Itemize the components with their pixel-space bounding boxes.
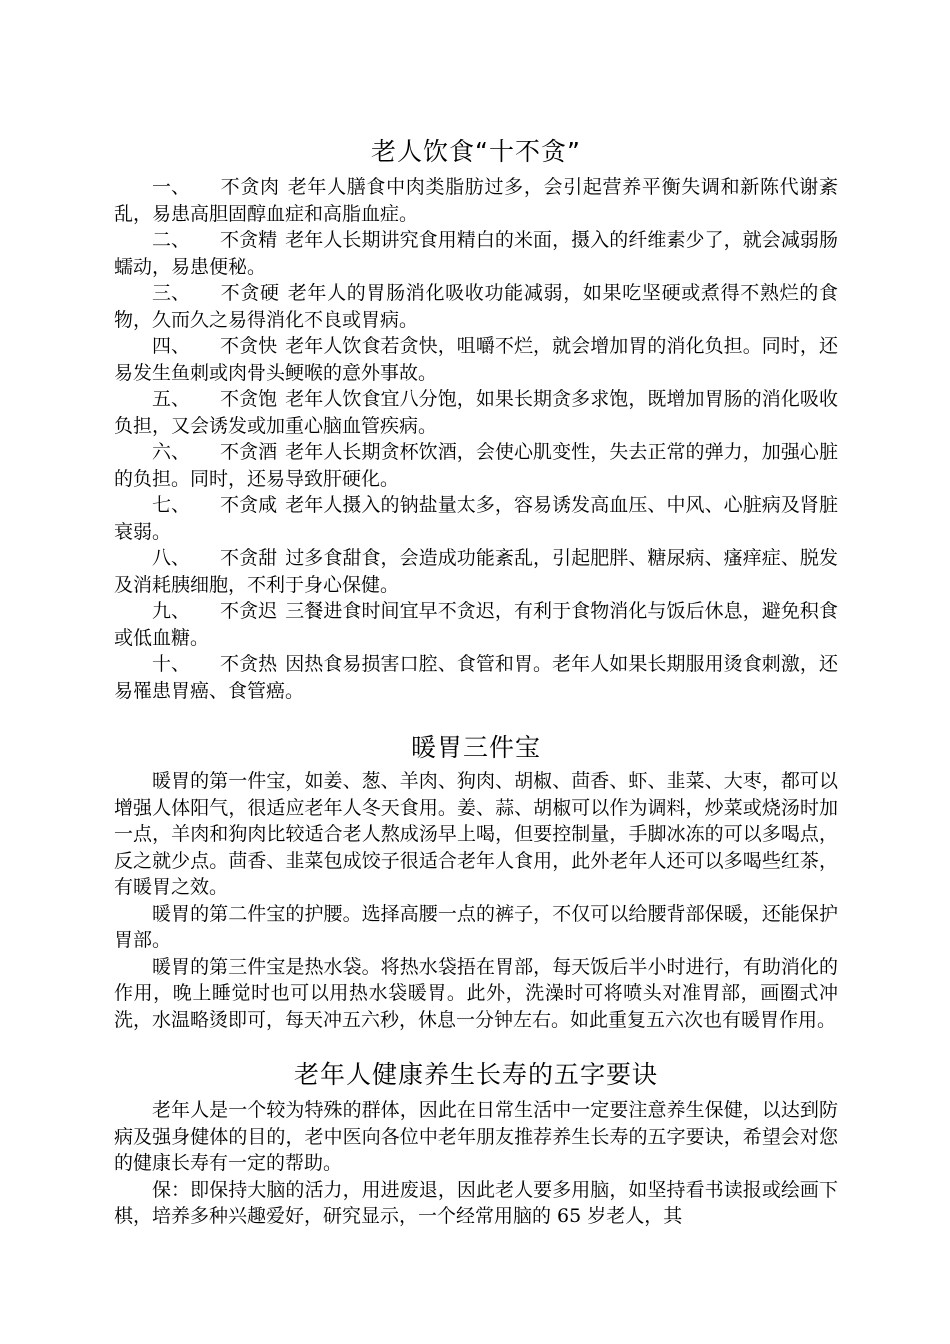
item-key: 不贪硬 [220,282,280,304]
item-text: 老年人的胃肠消化吸收功能减弱，如果吃坚硬或煮得不熟烂的食物，久而久之易得消化不良或胃病。 [114,282,838,331]
item-key: 不贪酒 [220,441,278,463]
item-number: 四、 [152,335,191,357]
item-key: 不贪迟 [220,600,278,622]
item-key: 不贪精 [220,229,278,251]
list-item [114,333,838,386]
document-page [114,128,838,1230]
item-number: 五、 [152,388,191,410]
item-key: 不贪热 [220,653,278,675]
item-text: 老年人饮食宜八分饱，如果长期贪多求饱，既增加胃肠的消化吸收负担，又会诱发或加重心脑血管疾病。 [114,388,838,437]
item-key: 不贪肉 [220,176,280,198]
section-title-stomach: 暖胃三件宝 [410,733,541,762]
item-text: 老年人饮食若贪快，咀嚼不烂，就会增加胃的消化负担。同时，还易发生鱼刺或肉骨头鲠喉的意外事故。 [114,335,838,384]
list-item [114,439,838,492]
item-number: 七、 [152,494,191,516]
paragraph: 保：即保持大脑的活力，用进废退，因此老人要多用脑，如坚持看书读报或绘画下棋，培养多种兴趣爱好，研究显示，一个经常用脑的 65 岁老人，其 [114,1178,838,1227]
list-item [114,227,838,280]
item-number: 九、 [152,600,191,622]
paragraph: 暖胃的第一件宝，如姜、葱、羊肉、狗肉、胡椒、茴香、虾、韭菜、大枣，都可以增强人体阳气，很适应老年人冬天食用。姜、蒜、胡椒可以作为调料，炒菜或烧汤时加一点，羊肉和狗肉比较适合老人熬成汤早上喝，但要控制量，手脚冰冻的可以多喝点，反之就少点。茴香、韭菜包成饺子很适合老年人食用，此外老年人还可以多喝些红茶，有暖胃之效。 [114,770,838,898]
item-text: 老年人膳食中肉类脂肪过多，会引起营养平衡失调和新陈代谢紊乱，易患高胆固醇血症和高脂血症。 [114,176,838,225]
paragraph: 暖胃的第三件宝是热水袋。将热水袋捂在胃部，每天饭后半小时进行，有助消化的作用，晚上睡觉时也可以用热水袋暖胃。此外，洗澡时可将喷头对准胃部，画圈式冲洗，水温略烫即可，每天冲五六秒，休息一分钟左右。如此重复五六次也有暖胃作用。 [114,955,838,1031]
item-key: 不贪饱 [220,388,278,410]
list-item [114,280,838,333]
item-number: 一、 [152,176,191,198]
diet-list [114,174,838,704]
list-item [114,598,838,651]
paragraph: 暖胃的第二件宝的护腰。选择高腰一点的裤子，不仅可以给腰背部保暖，还能保护胃部。 [114,902,838,951]
item-number: 六、 [152,441,191,463]
item-text: 因热食易损害口腔、食管和胃。老年人如果长期服用烫食刺激，还易罹患胃癌、食管癌。 [114,653,838,702]
section-title-diet: 老人饮食“十不贪” [371,137,581,166]
item-key: 不贪咸 [220,494,278,516]
item-key: 不贪甜 [220,547,278,569]
list-item [114,174,838,227]
list-item [114,492,838,545]
list-item [114,545,838,598]
item-text: 老年人摄入的钠盐量太多，容易诱发高血压、中风、心脏病及肾脏衰弱。 [114,494,838,543]
item-text: 三餐进食时间宜早不贪迟，有利于食物消化与饭后休息，避免积食或低血糖。 [114,600,838,649]
item-number: 二、 [152,229,191,251]
item-number: 八、 [152,547,191,569]
section-title-longevity: 老年人健康养生长寿的五字要诀 [293,1060,658,1089]
item-text: 过多食甜食，会造成功能紊乱，引起肥胖、糖尿病、瘙痒症、脱发及消耗胰细胞，不利于身心保健。 [114,547,838,596]
paragraph: 老年人是一个较为特殊的群体，因此在日常生活中一定要注意养生保健，以达到防病及强身健体的目的，老中医向各位中老年朋友推荐养生长寿的五字要诀，希望会对您的健康长寿有一定的帮助。 [114,1099,838,1174]
item-text: 老年人长期讲究食用精白的米面，摄入的纤维素少了，就会减弱肠蠕动，易患便秘。 [114,229,838,278]
item-text: 老年人长期贪杯饮酒，会使心肌变性，失去正常的弹力，加强心脏的负担。同时，还易导致肝硬化。 [114,441,838,490]
item-number: 三、 [152,282,191,304]
list-item [114,651,838,704]
item-number: 十、 [152,653,191,675]
item-key: 不贪快 [220,335,278,357]
list-item [114,386,838,439]
